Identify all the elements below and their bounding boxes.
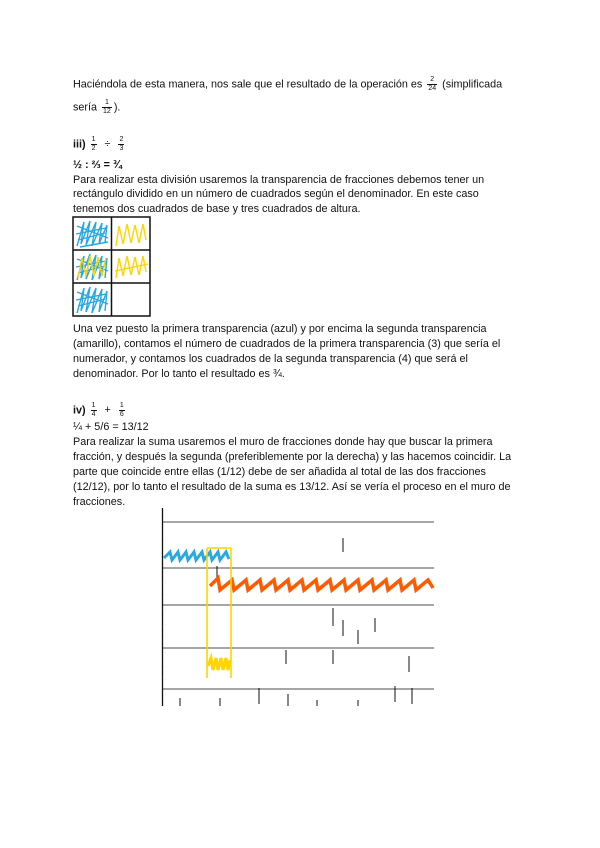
- svg-text:·: ·: [165, 622, 167, 627]
- wall-row-lines: [163, 522, 435, 689]
- intro-line2-suffix: ).: [113, 101, 121, 114]
- section-iii-heading: [73, 136, 126, 153]
- section-iii-explanation-2: (amarillo), contamos el número de cuadrados de la primera transparencia (3) que sería el: [73, 338, 501, 350]
- section-iv-frac-a: $\frac{1}{4}$: [91, 402, 96, 418]
- section-iii-paragraph-1: Para realizar esta división usaremos la transparencia de fracciones debemos tener un: [73, 174, 485, 186]
- svg-text:·: ·: [165, 677, 167, 682]
- svg-text:·: ·: [165, 650, 167, 655]
- wall-row-labels: [165, 514, 166, 697]
- yellow-scribble-cell-1: [116, 224, 146, 246]
- section-iv-heading: [73, 402, 127, 419]
- section-iii-explanation-3: numerador, y contamos los cuadrados de la segunda transparencia (4) que será el: [73, 353, 468, 365]
- section-iii-paragraph-2: rectángulo dividido en un número de cuadrados según el denominador. En este caso: [73, 188, 479, 200]
- yellow-scribble-cell-2: [115, 256, 148, 278]
- svg-text:·: ·: [165, 692, 167, 697]
- orange-five-sixths-bar: [210, 578, 433, 590]
- section-iv-frac-b: $\frac{1}{6}$: [119, 402, 124, 418]
- section-iii-operator: ÷: [104, 138, 111, 151]
- simplified-fraction: $\frac{1}{12}$: [103, 99, 111, 115]
- intro-line2-prefix: sería: [73, 101, 98, 114]
- section-iii-explanation-4: denominador. Por lo tanto el resultado es ¾.: [73, 368, 285, 380]
- section-iv-label: iv): [73, 404, 86, 417]
- svg-text:·: ·: [165, 580, 167, 585]
- svg-text:·: ·: [165, 664, 167, 669]
- intro-text-after: (simplificada: [442, 78, 503, 91]
- section-iii-frac-b: $\frac{2}{3}$: [119, 136, 124, 152]
- section-iv-paragraph-1: Para realizar la suma usaremos el muro de fracciones donde hay que buscar la primera: [73, 436, 493, 448]
- section-iv-equation: ¼ + 5/6 = 13/12: [73, 421, 149, 433]
- section-iv-paragraph-5: fracciones.: [73, 496, 126, 508]
- section-iii-equation: ½ : ⅔ = ¾: [73, 159, 122, 171]
- section-iii-frac-a: $\frac{1}{2}$: [91, 136, 96, 152]
- result-fraction: $\frac{2}{24}$: [428, 76, 437, 92]
- svg-text:·: ·: [165, 592, 167, 597]
- section-iii-label: iii): [73, 138, 86, 151]
- section-iii-paragraph-3: tenemos dos cuadrados de base y tres cuadrados de altura.: [73, 203, 361, 215]
- section-iv-paragraph-3: parte que coincide entre ellas (1/12) debe de ser añadida al total de las dos fracciones: [73, 466, 486, 478]
- svg-text:·: ·: [165, 514, 167, 519]
- section-iv-paragraph-4: (12/12), por lo tanto el resultado de la suma es 13/12. Así se vería el proceso en el muro de: [73, 481, 511, 493]
- intro-text-before: Haciéndola de esta manera, nos sale que el resultado de la operación es: [73, 78, 423, 91]
- blue-quarter-bar: [164, 552, 229, 560]
- section-iv-operator: +: [104, 404, 111, 417]
- blue-scribble-cell-1: [76, 221, 108, 247]
- intro-line-2: [73, 99, 120, 116]
- svg-text:·: ·: [165, 538, 167, 543]
- transparency-grid-figure: [72, 216, 152, 318]
- section-iii-explanation-1: Una vez puesto la primera transparencia (azul) y por encima la segunda transparencia: [73, 323, 487, 335]
- blue-scribble-cell-3: [76, 287, 108, 313]
- fraction-wall-figure: [160, 508, 436, 706]
- yellow-twelfth-bar: [208, 658, 230, 670]
- section-iv-paragraph-2: fracción, y después la segunda (preferiblemente por la derecha) y las hacemos coincidir. La: [73, 451, 512, 463]
- wall-division-ticks: [180, 538, 412, 706]
- svg-text:·: ·: [165, 634, 167, 639]
- svg-text:·: ·: [165, 607, 167, 612]
- intro-line-1: [73, 76, 502, 93]
